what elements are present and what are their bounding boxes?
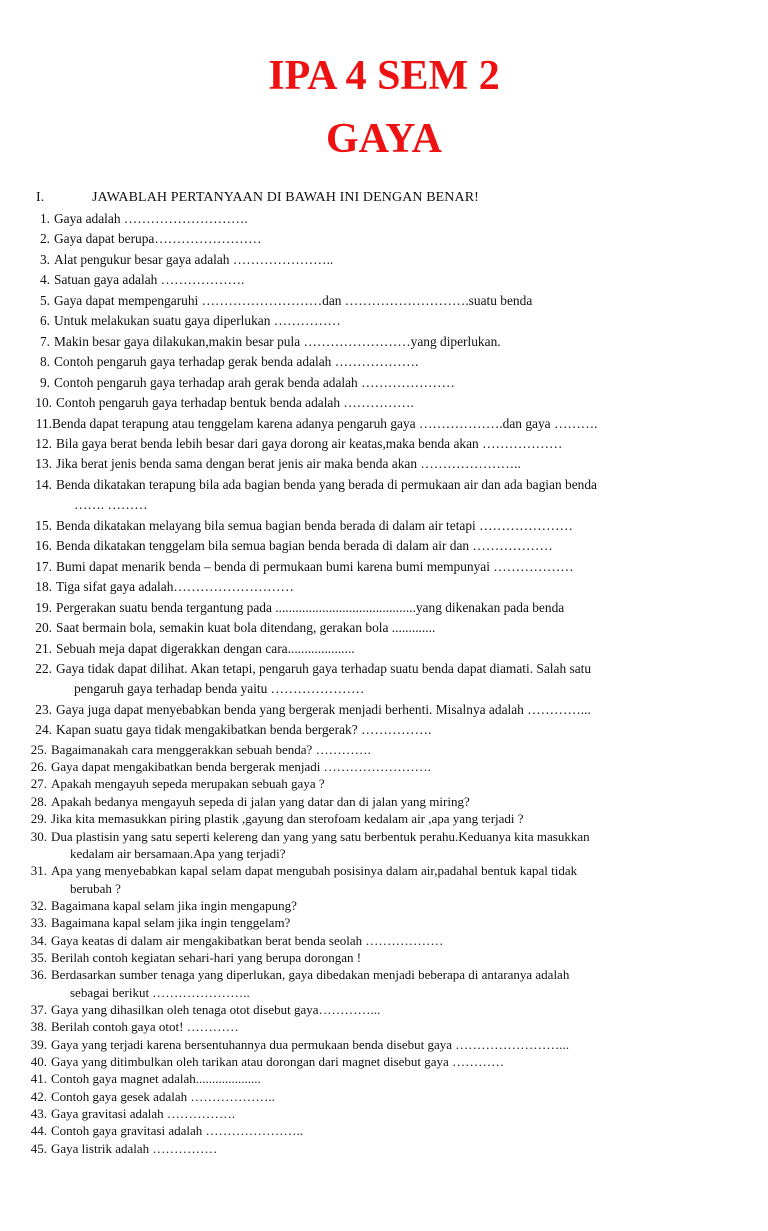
question-text: Gaya juga dapat menyebabkan benda yang bergerak menjadi berhenti. Misalnya adalah …………...: [56, 701, 591, 717]
question-number: 45.: [30, 1140, 47, 1156]
question-text: Contoh pengaruh gaya terhadap gerak benda adalah ……………….: [54, 354, 419, 370]
question-item: [21, 777, 325, 792]
question-text: Gaya dapat berupa……………………: [54, 231, 262, 247]
question-number: 15.: [35, 517, 52, 533]
question-number: 27.: [30, 776, 47, 792]
question-text: Benda dikatakan tenggelam bila semua bagian benda berada di dalam air dan ………………: [56, 538, 553, 554]
question-text: Pergerakan suatu benda tergantung pada ..........................................yang dikenakan pada benda: [56, 599, 565, 615]
question-item: [21, 830, 590, 845]
question-text: Bumi dapat menarik benda – benda di permukaan bumi karena bumi mempunyai ………………: [56, 558, 574, 574]
question-item: [26, 416, 597, 431]
question-text: Apa yang menyebabkan kapal selam dapat mengubah posisinya dalam air,padahal bentuk kapal tidak: [51, 863, 578, 879]
question-number: 16.: [35, 538, 52, 554]
question-text: Tiga sifat gaya adalah………………………: [56, 579, 294, 595]
question-item: [24, 375, 455, 390]
question-number: 41.: [30, 1071, 47, 1087]
question-item: [24, 272, 244, 287]
question-number: 35.: [30, 949, 47, 965]
question-item: [21, 795, 470, 810]
question-number: 22.: [35, 660, 52, 676]
question-number: 20.: [35, 620, 52, 635]
question-number: 38.: [30, 1019, 47, 1035]
question-number: 33.: [30, 915, 47, 931]
question-number: 8.: [39, 354, 50, 370]
question-item: [21, 1020, 239, 1035]
question-item: [26, 600, 564, 615]
question-text: Gaya dapat mengakibatkan benda bergerak menjadi …………………….: [51, 759, 431, 775]
question-text: Gaya yang dihasilkan oleh tenaga otot disebut gaya…………...: [51, 1002, 381, 1017]
section-heading-text: JAWABLAH PERTANYAAN DI BAWAH INI DENGAN BENAR!: [92, 190, 479, 205]
question-item: [26, 722, 431, 737]
question-item: [21, 1038, 569, 1053]
question-item: [21, 743, 371, 758]
question-continuation: kedalam air bersamaan.Apa yang terjadi?: [70, 845, 286, 861]
question-number: 13.: [35, 456, 52, 472]
question-number: 23.: [35, 701, 52, 717]
question-text: Gaya tidak dapat dilihat. Akan tetapi, pengaruh gaya terhadap suatu benda dapat diamati. Salah satu: [56, 660, 592, 676]
question-text: Jika kita memasukkan piring plastik ,gayung dan sterofoam kedalam air ,apa yang terjadi ?: [51, 811, 524, 827]
question-number: 4.: [39, 272, 50, 288]
question-item: [21, 916, 290, 931]
section-heading: [36, 190, 479, 206]
question-text: Gaya yang ditimbulkan oleh tarikan atau dorongan dari magnet disebut gaya …………: [51, 1054, 505, 1069]
question-number: 18.: [35, 579, 52, 595]
question-text: Bila gaya berat benda lebih besar dari gaya dorong air keatas,maka benda akan ………………: [56, 435, 563, 451]
question-text: Kapan suatu gaya tidak mengakibatkan benda bergerak? …………….: [56, 722, 432, 738]
question-continuation: berubah ?: [70, 880, 121, 896]
question-text: Gaya gravitasi adalah …………….: [51, 1106, 236, 1122]
question-text: Berdasarkan sumber tenaga yang diperlukan, gaya dibedakan menjadi beberapa di antaranya adalah: [51, 967, 570, 983]
question-text: Sebuah meja dapat digerakkan dengan cara....................: [56, 640, 355, 656]
question-item: [26, 538, 553, 553]
question-item: [21, 812, 524, 827]
question-number: 7.: [39, 333, 50, 349]
question-continuation: ……. ………: [74, 497, 148, 513]
question-item: [26, 436, 562, 451]
question-item: [21, 968, 569, 983]
question-number: 14.: [35, 476, 52, 492]
document-title: IPA 4 SEM 2: [268, 53, 500, 99]
question-text: Benda dikatakan terapung bila ada bagian benda yang berada di permukaan air dan ada bagian benda: [56, 476, 597, 492]
question-item: [26, 620, 435, 635]
question-number: 9.: [39, 374, 50, 390]
question-number: 34.: [30, 932, 47, 948]
question-item: [26, 395, 414, 410]
question-item: [21, 864, 577, 879]
question-number: 17.: [35, 558, 52, 574]
question-text: Bagaimana kapal selam jika ingin mengapung?: [51, 897, 297, 913]
question-text: Untuk melakukan suatu gaya diperlukan ……………: [54, 313, 341, 329]
question-text: Gaya keatas di dalam air mengakibatkan berat benda seolah ………………: [51, 932, 444, 948]
question-item: [21, 1107, 235, 1122]
question-number: 6.: [39, 313, 50, 329]
question-item: [21, 1072, 261, 1087]
question-item: [21, 951, 361, 966]
question-text: Contoh gaya magnet adalah....................: [51, 1071, 261, 1087]
question-item: [24, 231, 262, 246]
question-number: 26.: [30, 759, 47, 775]
question-number: 2.: [39, 231, 50, 247]
question-item: [24, 211, 248, 226]
question-text: Bagaimanakah cara menggerakkan sebuah benda? ………….: [51, 741, 371, 757]
question-item: [21, 1124, 303, 1139]
question-number: 12.: [35, 435, 52, 451]
question-item: [21, 934, 443, 949]
question-text: Contoh gaya gesek adalah ………………..: [51, 1088, 275, 1104]
question-number: 11.: [35, 415, 52, 431]
question-number: 24.: [35, 722, 52, 738]
question-item: [26, 579, 294, 594]
question-item: [26, 477, 597, 492]
question-number: 37.: [30, 1002, 47, 1017]
question-number: 5.: [39, 292, 50, 308]
question-item: [21, 1003, 380, 1018]
question-item: [26, 661, 591, 676]
question-number: 3.: [39, 251, 50, 267]
question-text: Gaya adalah ……………………….: [54, 211, 248, 226]
question-text: Benda dapat terapung atau tenggelam karena adanya pengaruh gaya ……………….dan gaya ……….: [52, 415, 598, 431]
question-text: Saat bermain bola, semakin kuat bola ditendang, gerakan bola .............: [56, 620, 436, 635]
question-continuation: sebagai berikut …………………..: [70, 984, 250, 1000]
question-item: [26, 559, 574, 574]
question-number: 30.: [30, 828, 47, 844]
question-item: [24, 293, 532, 308]
question-text: Gaya dapat mempengaruhi ………………………dan ……………………….suatu benda: [54, 292, 533, 308]
question-number: 25.: [30, 741, 47, 757]
question-text: Jika berat jenis benda sama dengan berat jenis air maka benda akan …………………..: [56, 456, 521, 472]
question-number: 44.: [30, 1123, 47, 1139]
question-number: 36.: [30, 967, 47, 983]
question-number: 31.: [30, 863, 47, 879]
question-item: [24, 252, 333, 267]
question-item: [21, 1142, 217, 1157]
document-subtitle: GAYA: [326, 116, 442, 162]
question-text: Contoh pengaruh gaya terhadap arah gerak benda adalah …………………: [54, 374, 455, 390]
question-text: Benda dikatakan melayang bila semua bagian benda berada di dalam air tetapi …………………: [56, 517, 573, 533]
question-text: Makin besar gaya dilakukan,makin besar pula ……………………yang diperlukan.: [54, 333, 501, 349]
question-item: [24, 354, 418, 369]
question-number: 42.: [30, 1088, 47, 1104]
question-item: [21, 760, 431, 775]
section-number: I.: [36, 190, 45, 205]
question-item: [24, 313, 341, 328]
question-text: Gaya listrik adalah ……………: [51, 1140, 218, 1156]
question-text: Contoh gaya gravitasi adalah …………………..: [51, 1123, 304, 1139]
question-item: [21, 1055, 504, 1070]
question-item: [26, 641, 355, 656]
question-number: 39.: [30, 1036, 47, 1052]
question-text: Gaya yang terjadi karena bersentuhannya dua permukaan benda disebut gaya ……………………...: [51, 1036, 570, 1052]
question-number: 43.: [30, 1106, 47, 1122]
question-number: 1.: [39, 211, 50, 226]
question-number: 29.: [30, 811, 47, 827]
question-text: Dua plastisin yang satu seperti kelereng dan yang yang satu berbentuk perahu.Keduanya kita masukkan: [51, 828, 590, 844]
question-text: Bagaimana kapal selam jika ingin tenggelam?: [51, 915, 291, 931]
question-item: [26, 518, 573, 533]
question-text: Satuan gaya adalah ……………….: [54, 272, 245, 288]
question-number: 19.: [35, 599, 52, 615]
question-continuation: pengaruh gaya terhadap benda yaitu …………………: [74, 681, 365, 697]
question-item: [26, 702, 591, 717]
question-text: Apakah bedanya mengayuh sepeda di jalan yang datar dan di jalan yang miring?: [51, 793, 470, 809]
question-number: 21.: [35, 640, 52, 656]
question-text: Berilah contoh kegiatan sehari-hari yang berupa dorongan !: [51, 949, 362, 965]
question-text: Contoh pengaruh gaya terhadap bentuk benda adalah …………….: [56, 395, 414, 410]
question-number: 32.: [30, 897, 47, 913]
question-number: 40.: [30, 1054, 47, 1069]
question-number: 10.: [35, 395, 52, 410]
question-item: [21, 1090, 275, 1105]
question-text: Alat pengukur besar gaya adalah …………………..: [54, 251, 334, 267]
question-text: Berilah contoh gaya otot! …………: [51, 1019, 239, 1035]
question-number: 28.: [30, 793, 47, 809]
question-text: Apakah mengayuh sepeda merupakan sebuah gaya ?: [51, 776, 325, 792]
question-item: [21, 899, 297, 914]
question-item: [26, 456, 521, 471]
question-item: [24, 334, 501, 349]
